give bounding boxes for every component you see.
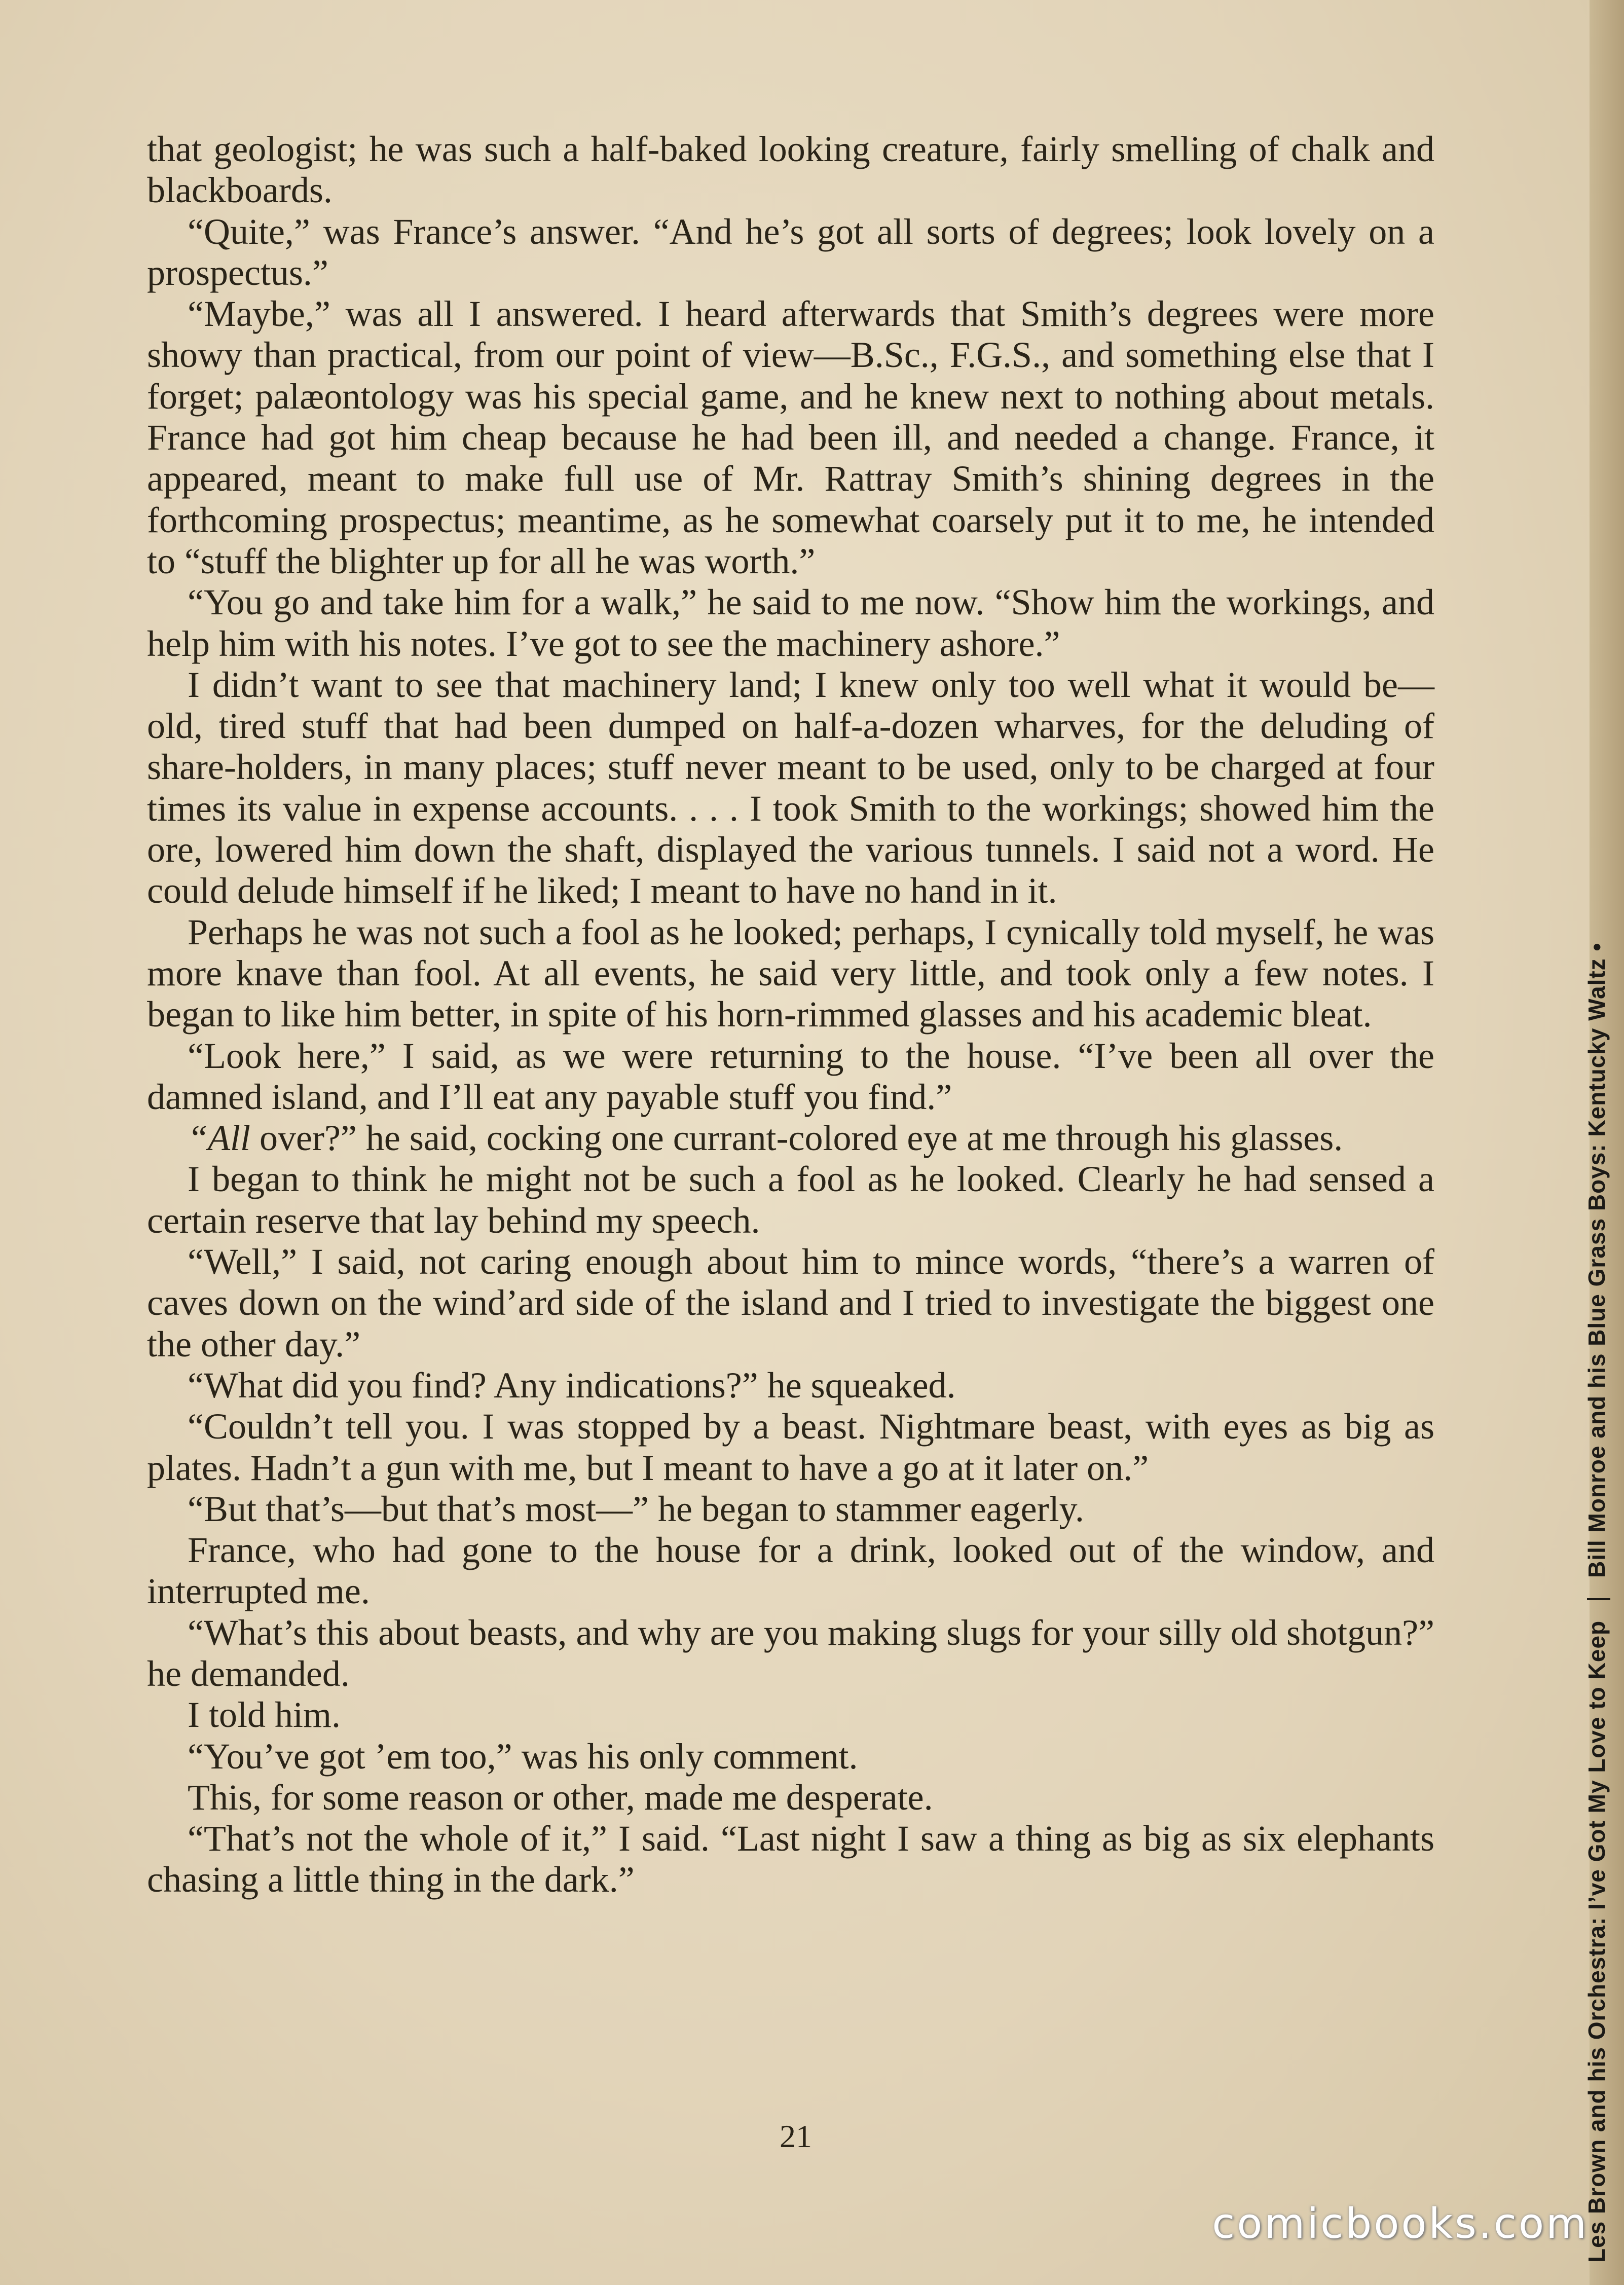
watermark: comicbooks.com: [1212, 2200, 1589, 2248]
paragraph: France, who had gone to the house for a drink, looked out of the window, and interrupted me.: [147, 1530, 1434, 1612]
paragraph: “That’s not the whole of it,” I said. “Last night I saw a thing as big as six elephants chasing a little thing in the dark.”: [147, 1818, 1434, 1900]
paragraph-rest: over?” he said, cocking one currant-colored eye at me through his glasses.: [260, 1118, 1343, 1159]
paragraph: “But that’s—but that’s most—” he began to stammer eagerly.: [188, 1488, 1084, 1529]
emphasis-word: “All: [188, 1118, 251, 1159]
paragraph: “Look here,” I said, as we were returning to the house. “I’ve been all over the damned island, and I’ll eat any payable stuff you find.”: [147, 1035, 1434, 1117]
paragraph: “Well,” I said, not caring enough about him to mince words, “there’s a warren of caves down on the wind’ard side of the island and I tried to investigate the biggest one the other day.”: [147, 1241, 1434, 1365]
credit-separator: [1587, 1598, 1610, 1600]
paragraph: I began to think he might not be such a fool as he looked. Clearly he had sensed a certain reserve that lay behind my speech.: [147, 1159, 1434, 1241]
paragraph: “Quite,” was France’s answer. “And he’s got all sorts of degrees; look lovely on a prospectus.”: [147, 211, 1434, 293]
story-text: [147, 129, 1434, 1901]
record-credit: Les Brown and his Orchestra: I’ve Got My Love to Keep: [1583, 1620, 1610, 2263]
paragraph: that geologist; he was such a half-baked looking creature, fairly smelling of chalk and blackboards.: [147, 129, 1434, 211]
paragraph: [147, 1118, 1434, 1159]
paragraph: Perhaps he was not such a fool as he looked; perhaps, I cynically told myself, he was more knave than fool. At all events, he said very little, and took only a few notes. I began to like him better, in spite of his horn-rimmed glasses and his academic bleat.: [147, 911, 1434, 1035]
paragraph: This, for some reason or other, made me desperate.: [188, 1777, 933, 1818]
paragraph: I didn’t want to see that machinery land; I knew only too well what it would be—old, tired stuff that had been dumped on half-a-dozen wharves, for the deluding of share-holders, in many places; stuff never meant to be used, only to be charged at four times its value in expense accounts. . . . I took Smith to the workings; showed him the ore, lowered him down the shaft, displayed the various tunnels. I said not a word. He could delude himself if he liked; I meant to have no hand in it.: [147, 664, 1434, 911]
record-credit: Bill Monroe and his Blue Grass Boys: Kentucky Waltz •: [1583, 942, 1610, 1578]
paragraph: I told him.: [188, 1694, 341, 1736]
paragraph: “Couldn’t tell you. I was stopped by a beast. Nightmare beast, with eyes as big as plates. Hadn’t a gun with me, but I meant to have a go at it later on.”: [147, 1406, 1434, 1488]
page-number: 21: [780, 2118, 812, 2154]
sidebar-record-credits: [1583, 63, 1610, 2263]
paragraph: “You’ve got ’em too,” was his only comment.: [188, 1736, 858, 1777]
paragraph: “What’s this about beasts, and why are you making slugs for your silly old shotgun?” he demanded.: [147, 1612, 1434, 1694]
paragraph: “Maybe,” was all I answered. I heard afterwards that Smith’s degrees were more showy than practical, from our point of view—B.Sc., F.G.S., and something else that I forget; palæontology was his special game, and he knew next to nothing about metals. France had got him cheap because he had been ill, and needed a change. France, it appeared, meant to make full use of Mr. Rattray Smith’s shining degrees in the forthcoming prospectus; meantime, as he somewhat coarsely put it to me, he intended to “stuff the blighter up for all he was worth.”: [147, 293, 1434, 581]
paragraph: “You go and take him for a walk,” he said to me now. “Show him the workings, and help him with his notes. I’ve got to see the machinery ashore.”: [147, 582, 1434, 664]
paragraph: “What did you find? Any indications?” he squeaked.: [188, 1365, 956, 1406]
